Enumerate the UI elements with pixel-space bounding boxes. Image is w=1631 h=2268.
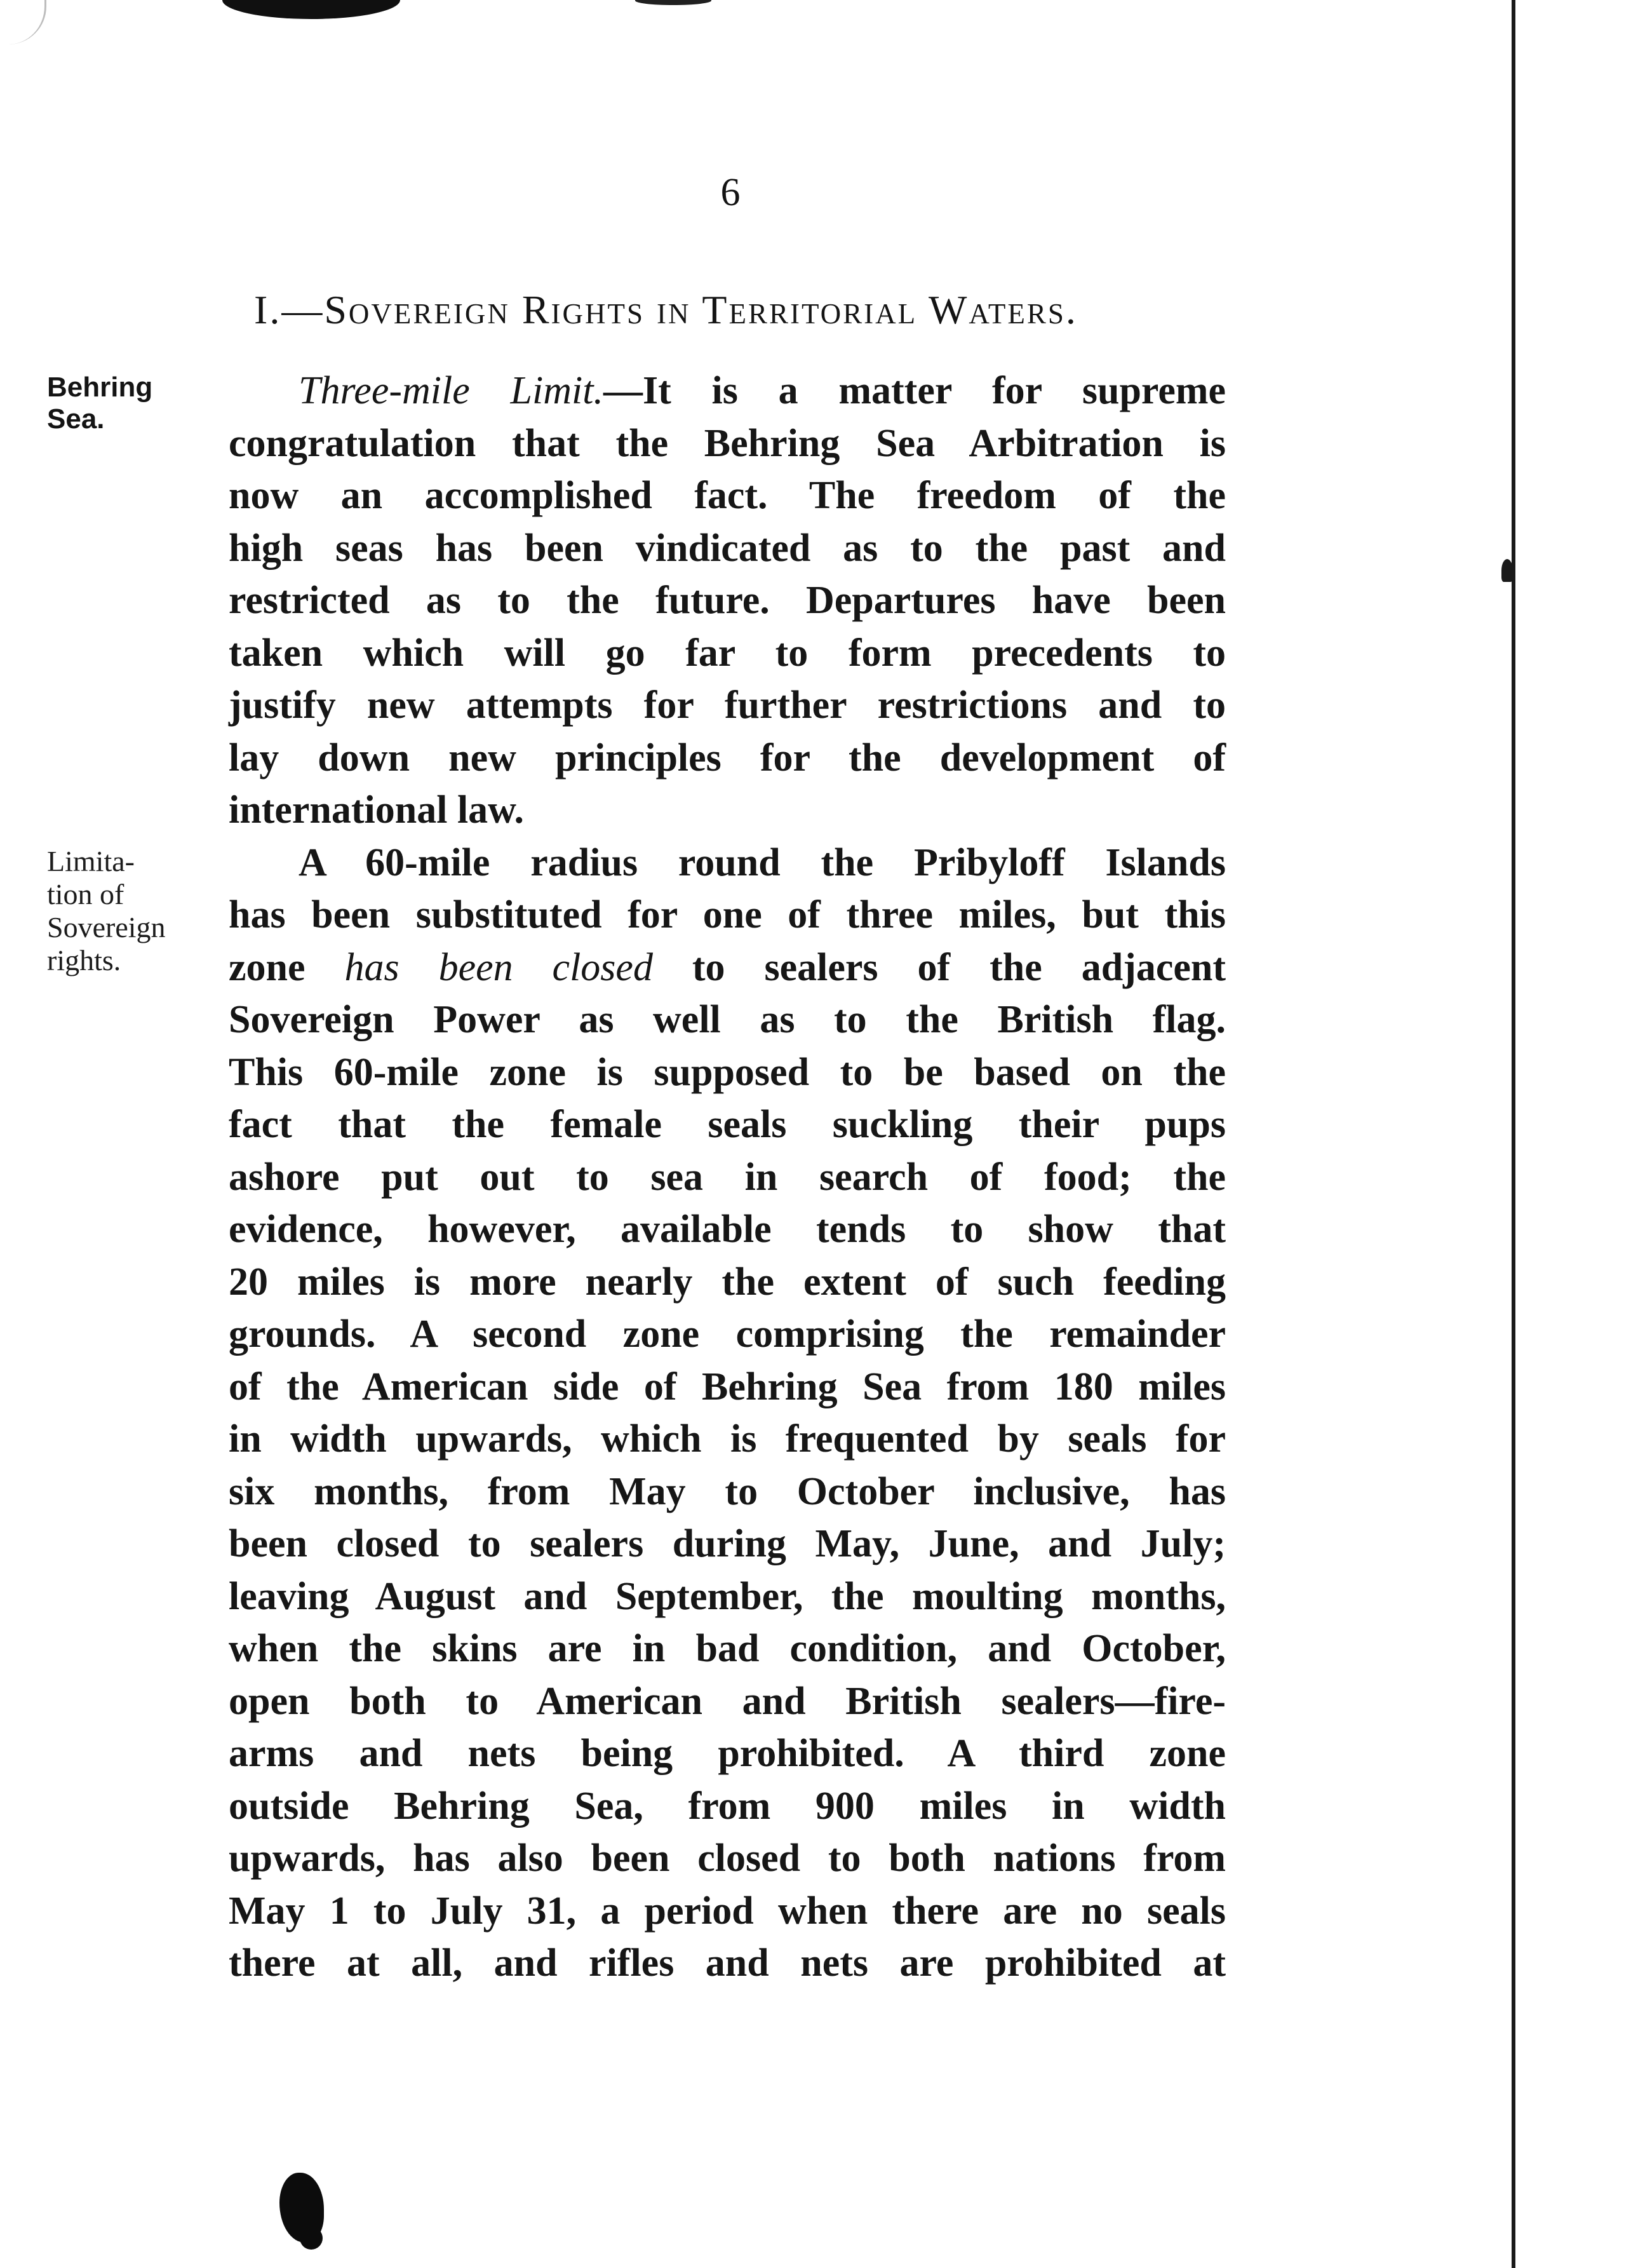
text-line: evidence, however, available tends to show that xyxy=(229,1208,1226,1251)
text-line: been closed to sealers during May, June, and July; xyxy=(229,1522,1226,1565)
sidenote-line: Sea. xyxy=(47,403,105,435)
text-line: fact that the female seals suckling their pups xyxy=(229,1103,1226,1146)
text-line: in width upwards, which is frequented by seals for xyxy=(229,1417,1226,1461)
text-line: This 60-mile zone is supposed to be based on the xyxy=(229,1050,1226,1094)
text-line: zone has been closed to sealers of the adjacent xyxy=(229,945,1226,989)
sidenote-line: Sovereign xyxy=(47,911,166,943)
text-line: leaving August and September, the moulting months, xyxy=(229,1574,1226,1618)
scan-ink-blot-top xyxy=(222,0,400,19)
text-line: justify new attempts for further restrictions and to xyxy=(229,684,1226,727)
scan-edge-mark xyxy=(0,0,46,44)
paragraph-three-mile-limit xyxy=(229,365,1226,837)
page-number: 6 xyxy=(720,171,741,214)
text-line: outside Behring Sea, from 900 miles in width xyxy=(229,1784,1226,1828)
text-line: of the American side of Behring Sea from 180 miles xyxy=(229,1365,1226,1408)
text-line: now an accomplished fact. The freedom of the xyxy=(229,474,1226,517)
text-line: Sovereign Power as well as to the British flag. xyxy=(229,998,1226,1041)
text-line: Three-mile Limit.—It is a matter for supreme xyxy=(299,369,1226,412)
sidenote-behring-sea xyxy=(47,372,199,435)
emphasis: has been closed xyxy=(344,945,653,989)
text-line: lay down new principles for the development of xyxy=(229,736,1226,780)
text-line: has been substituted for one of three miles, but this xyxy=(229,893,1226,936)
text-line: when the skins are in bad condition, and October, xyxy=(229,1627,1226,1670)
scan-ink-blot-bottom-small xyxy=(300,2227,323,2250)
sidenote-line: tion of xyxy=(47,878,124,910)
text-line: restricted as to the future. Departures have been xyxy=(229,579,1226,622)
text-line: May 1 to July 31, a period when there are no seals xyxy=(229,1889,1226,1933)
sidenote-line: Limita- xyxy=(47,845,135,877)
text-line: six months, from May to October inclusive, has xyxy=(229,1469,1226,1513)
sidenote-line: rights. xyxy=(47,944,121,976)
body-text xyxy=(229,365,1226,1990)
margin-mark xyxy=(1501,559,1513,582)
text-line: arms and nets being prohibited. A third zone xyxy=(229,1732,1226,1775)
paragraph-sixty-mile-zone xyxy=(229,837,1226,1990)
text-line: there at all, and rifles and nets are prohibited at xyxy=(229,1941,1226,1985)
sidenote-line: Behring xyxy=(47,372,153,403)
section-heading: I.—Sovereign Rights in Territorial Waters. xyxy=(254,287,1078,332)
page-edge-line xyxy=(1512,0,1515,2268)
sidenote-limitation xyxy=(47,845,199,977)
text-line: congratulation that the Behring Sea Arbitration is xyxy=(229,421,1226,465)
text-line: 20 miles is more nearly the extent of such feeding xyxy=(229,1260,1226,1304)
text-line: taken which will go far to form precedents to xyxy=(229,631,1226,675)
text-line: ashore put out to sea in search of food; the xyxy=(229,1155,1226,1199)
text-line: A 60-mile radius round the Pribyloff Islands xyxy=(299,840,1226,884)
text-line: high seas has been vindicated as to the past and xyxy=(229,526,1226,570)
run-in-heading: Three-mile Limit. xyxy=(299,369,603,412)
text-line: grounds. A second zone comprising the remainder xyxy=(229,1313,1226,1356)
text-line: upwards, has also been closed to both nations from xyxy=(229,1837,1226,1880)
text-line: open both to American and British sealers—fire- xyxy=(229,1679,1226,1723)
scan-ink-blot-top-small xyxy=(635,0,711,5)
text-line: international law. xyxy=(229,788,525,832)
